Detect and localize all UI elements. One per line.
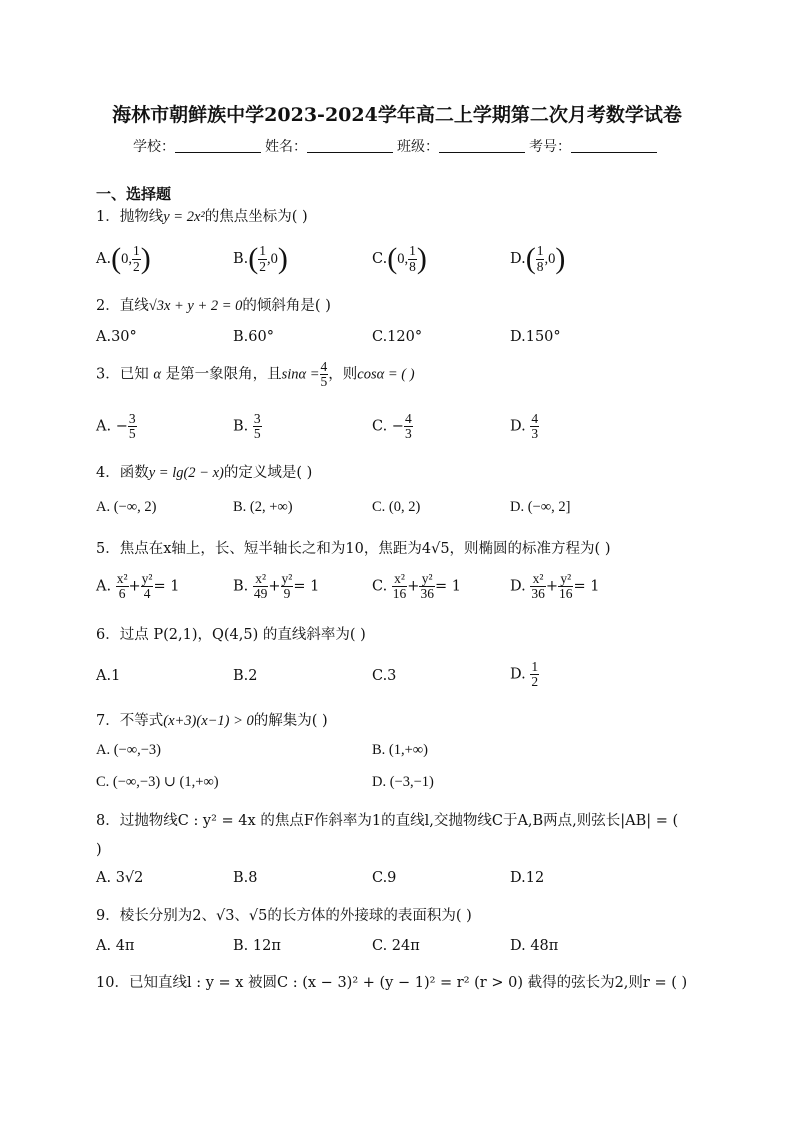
question-7: [96, 709, 328, 730]
name-label: 姓名：: [265, 139, 307, 155]
option-9d[interactable]: D. 48π: [510, 938, 559, 954]
question-number: 4．: [96, 465, 120, 481]
question-number: 1．: [96, 209, 120, 225]
math-expression: cosα = ( ): [357, 366, 415, 383]
question-number: 8．: [96, 813, 120, 829]
question-text: 已知: [119, 366, 149, 383]
option-6c[interactable]: C.3: [372, 668, 397, 684]
number-label: 考号：: [529, 139, 571, 155]
option-9b[interactable]: B. 12π: [233, 938, 281, 954]
option-5d[interactable]: D. $\frac{\text{x²}}{36}$ + $\frac{\text{y²}}{16}$ = 1: [510, 571, 600, 602]
math-expression: y = lg(2 − x): [148, 465, 224, 481]
question-text: 不等式: [119, 713, 164, 729]
question-text: 过点 P(2,1)，Q(4,5) 的直线斜率为( ): [119, 627, 366, 643]
option-2d[interactable]: D.150°: [510, 329, 561, 345]
option-7b[interactable]: B. (1,+∞): [372, 742, 428, 758]
option-4d[interactable]: D. (−∞, 2]: [510, 499, 571, 515]
question-text: 直线: [119, 298, 149, 314]
number-blank[interactable]: [571, 138, 657, 153]
question-10: [96, 971, 687, 992]
math-expression: sinα =: [281, 366, 320, 383]
option-6b[interactable]: B.2: [233, 668, 258, 684]
question-2: [96, 294, 331, 315]
exam-title: 海林市朝鲜族中学2023-2024学年高二上学期第二次月考数学试卷: [112, 104, 682, 126]
question-text: 的焦点坐标为( ): [204, 209, 308, 225]
question-text: ，则: [328, 366, 358, 383]
option-3a[interactable]: A. − $\frac{3}{5}$: [96, 411, 136, 442]
option-2b[interactable]: B.60°: [233, 329, 274, 345]
student-info-line: [0, 136, 794, 156]
option-4a[interactable]: A. (−∞, 2): [96, 499, 157, 515]
math-expression: (x+3)(x−1) > 0: [163, 713, 254, 729]
question-text: 函数: [119, 465, 149, 481]
option-8d[interactable]: D.12: [510, 870, 545, 886]
option-4c[interactable]: C. (0, 2): [372, 499, 421, 515]
option-9c[interactable]: C. 24π: [372, 938, 420, 954]
question-text: 过抛物线C : y² = 4x 的焦点F作斜率为1的直线l,交抛物线C于A,B两点,则弦长|AB| = (: [119, 813, 679, 829]
question-9: [96, 904, 472, 925]
question-text: 的倾斜角是( ): [242, 298, 331, 314]
option-7d[interactable]: D. (−3,−1): [372, 774, 434, 790]
name-blank[interactable]: [307, 138, 393, 153]
option-7a[interactable]: A. (−∞,−3): [96, 742, 161, 758]
option-3d[interactable]: D. $\frac{4}{3}$: [510, 411, 539, 442]
question-text: 已知直线l : y = x 被圆C : (x − 3)² + (y − 1)² = r² (r > 0) 截得的弦长为2,则r = ( ): [128, 975, 688, 991]
option-8b[interactable]: B.8: [233, 870, 258, 886]
question-8: [96, 809, 678, 830]
question-4: [96, 461, 312, 482]
option-8a[interactable]: A. 3√2: [96, 870, 144, 886]
section-heading: 一、选择题: [96, 185, 172, 203]
question-text: 抛物线: [119, 209, 164, 225]
math-expression: α: [153, 366, 161, 383]
question-text: 棱长分别为2、√3、√5的长方体的外接球的表面积为( ): [119, 908, 472, 924]
option-2a[interactable]: A.30°: [96, 329, 137, 345]
question-text: 是第一象限角，且: [165, 366, 282, 383]
question-5: [96, 537, 610, 558]
option-5a[interactable]: A. $\frac{\text{x²}}{6}$ + $\frac{\text{y²}}{4}$ = 1: [96, 571, 180, 602]
question-number: 9．: [96, 908, 120, 924]
class-blank[interactable]: [439, 138, 525, 153]
question-3: 3．已知 α 是第一象限角，且sinα = $\frac{4}{5}$ ，则cosα = ( ): [96, 359, 415, 390]
option-5c[interactable]: C. $\frac{\text{x²}}{16}$ + $\frac{\text{y²}}{36}$ = 1: [372, 571, 461, 602]
question-number: 7．: [96, 713, 120, 729]
option-3c[interactable]: C. − $\frac{4}{3}$: [372, 411, 412, 442]
school-label: 学校：: [133, 139, 175, 155]
question-1: [96, 205, 308, 226]
option-1b[interactable]: B.( $\frac{1}{2}$ ,0): [233, 242, 288, 275]
math-expression: √3x + y + 2 = 0: [148, 298, 243, 314]
option-9a[interactable]: A. 4π: [96, 938, 135, 954]
question-text: 的解集为( ): [253, 713, 328, 729]
class-label: 班级：: [397, 139, 439, 155]
school-blank[interactable]: [175, 138, 261, 153]
question-number: 2．: [96, 298, 120, 314]
option-6a[interactable]: A.1: [96, 668, 121, 684]
question-text: 焦点在x轴上，长、短半轴长之和为10，焦距为4√5，则椭圆的标准方程为( ): [119, 541, 611, 557]
option-5b[interactable]: B. $\frac{\text{x²}}{49}$ + $\frac{\text{y²}}{9}$ = 1: [233, 571, 320, 602]
question-number: 5．: [96, 541, 120, 557]
math-expression: y = 2x²: [163, 209, 205, 225]
question-8-continued: ): [96, 842, 102, 858]
question-text: 的定义域是( ): [223, 465, 313, 481]
option-1c[interactable]: C.(0, $\frac{1}{8}$ ): [372, 242, 427, 275]
option-8c[interactable]: C.9: [372, 870, 397, 886]
option-2c[interactable]: C.120°: [372, 329, 423, 345]
option-3b[interactable]: B. $\frac{3}{5}$: [233, 411, 261, 442]
option-1a[interactable]: A.(0, $\frac{1}{2}$ ): [96, 242, 151, 275]
option-1d[interactable]: D.( $\frac{1}{8}$ ,0): [510, 242, 566, 275]
question-6: [96, 623, 366, 644]
question-number: 3．: [96, 366, 120, 383]
option-6d[interactable]: D. $\frac{1}{2}$: [510, 659, 539, 690]
question-number: 10．: [96, 975, 129, 991]
question-number: 6．: [96, 627, 120, 643]
option-4b[interactable]: B. (2, +∞): [233, 499, 293, 515]
option-7c[interactable]: C. (−∞,−3) ∪ (1,+∞): [96, 774, 219, 790]
